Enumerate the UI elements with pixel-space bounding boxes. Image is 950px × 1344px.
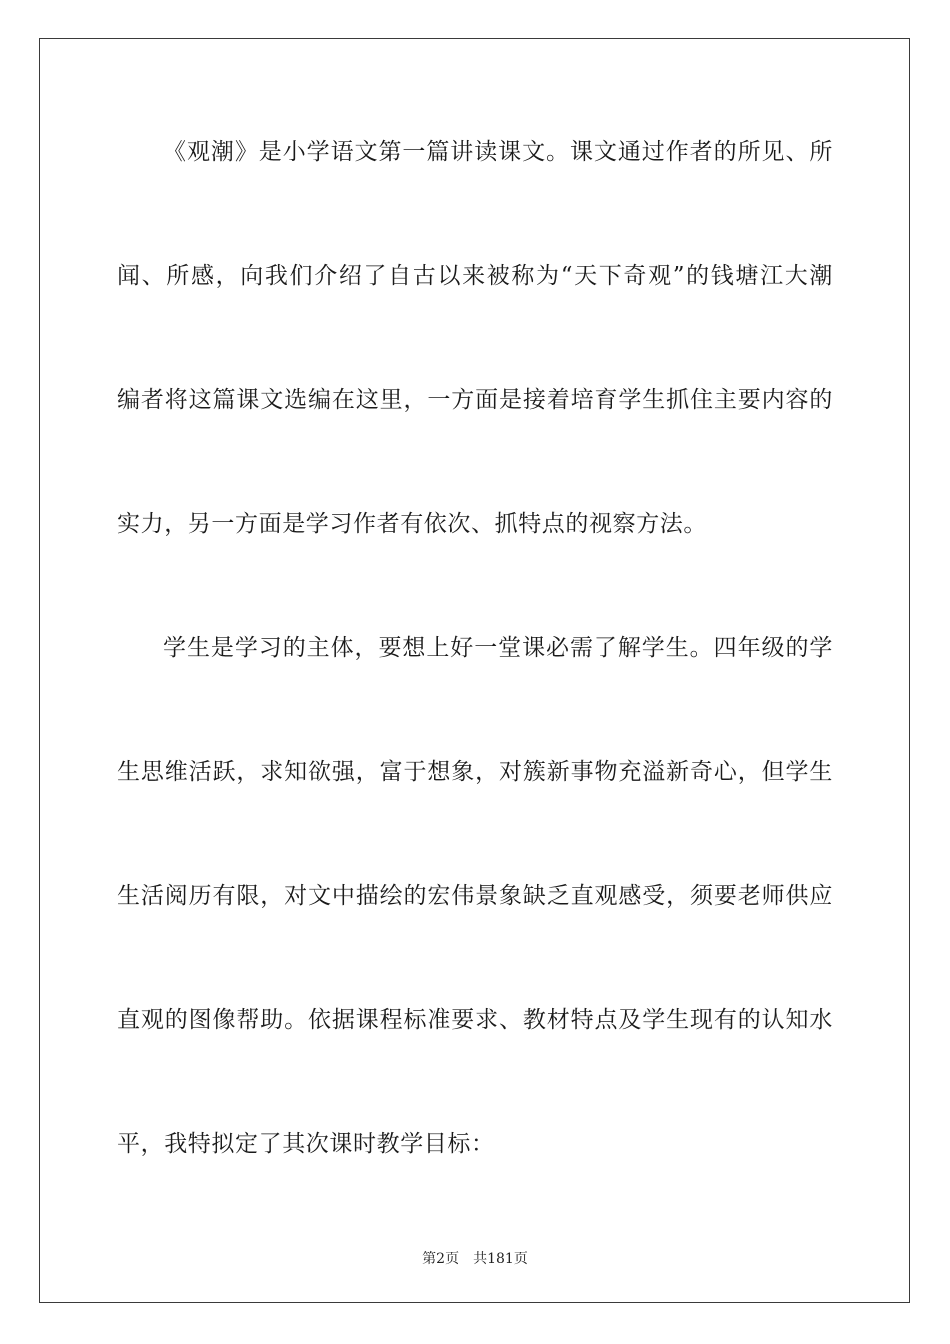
page-total: 共181页 [473,1251,528,1267]
paragraph-1-line-2: 闻、所感，向我们介绍了自古以来被称为“天下奇观”的钱塘江大潮 [117,263,833,289]
paragraph-2-line-4: 直观的图像帮助。依据课程标准要求、教材特点及学生现有的认知水 [117,1007,833,1033]
paragraph-2-line-5: 平，我特拟定了其次课时教学目标： [117,1131,495,1157]
page-border [39,38,910,1303]
paragraph-1-line-3: 编者将这篇课文选编在这里，一方面是接着培育学生抓住主要内容的 [117,387,833,413]
page-number: 第2页 [422,1251,460,1267]
paragraph-2-line-1: 学生是学习的主体，要想上好一堂课必需了解学生。四年级的学 [163,635,833,661]
paragraph-1-line-1: 《观潮》是小学语文第一篇讲读课文。课文通过作者的所见、所 [163,139,833,165]
page-footer [0,1248,950,1268]
paragraph-2-line-3: 生活阅历有限，对文中描绘的宏伟景象缺乏直观感受，须要老师供应 [117,883,833,909]
paragraph-2-line-2: 生思维活跃，求知欲强，富于想象，对簇新事物充溢新奇心，但学生 [117,759,833,785]
paragraph-1-line-4: 实力，另一方面是学习作者有依次、抓特点的视察方法。 [117,511,707,537]
